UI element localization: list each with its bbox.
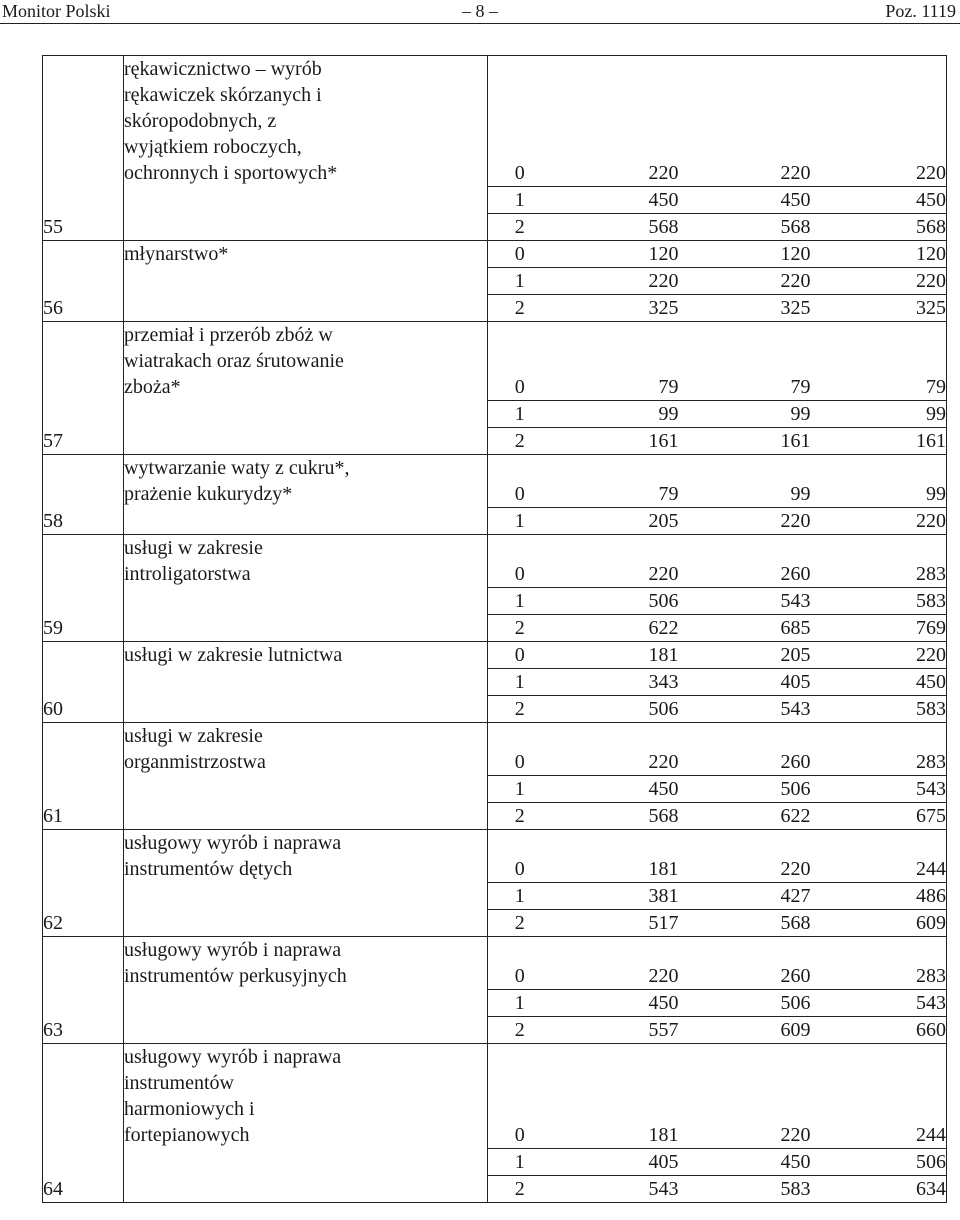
levy-table [42, 55, 947, 1203]
rate-column-2: 427 [679, 883, 811, 910]
table-row [43, 56, 947, 187]
variant-number: 1 [488, 669, 552, 696]
variant-number: 1 [488, 187, 552, 214]
rate-column-3: 506 [811, 1149, 947, 1176]
activity-name-line: usługowy wyrób i naprawa [124, 939, 342, 961]
rate-column-3: 220 [811, 56, 947, 187]
rate-column-2: 220 [679, 830, 811, 883]
rate-column-2: 260 [679, 723, 811, 776]
variant-number: 2 [488, 696, 552, 723]
activity-name-line: skóropodobnych, z [124, 110, 277, 132]
rate-column-2: 220 [679, 268, 811, 295]
activity-name-line: młynarstwo* [124, 243, 229, 265]
rate-column-2: 622 [679, 803, 811, 830]
rate-column-1: 450 [552, 776, 679, 803]
item-number: 60 [43, 642, 124, 723]
variant-number: 0 [488, 455, 552, 508]
rate-column-1: 381 [552, 883, 679, 910]
rate-column-1: 557 [552, 1017, 679, 1044]
rate-column-2: 543 [679, 696, 811, 723]
variant-number: 1 [488, 401, 552, 428]
item-number: 61 [43, 723, 124, 830]
table-row [43, 322, 947, 401]
activity-name-line: usługi w zakresie [124, 537, 263, 559]
rate-column-2: 506 [679, 776, 811, 803]
activity-name-line: usługowy wyrób i naprawa [124, 1046, 342, 1068]
rate-column-3: 486 [811, 883, 947, 910]
rate-column-1: 181 [552, 642, 679, 669]
rate-column-3: 543 [811, 990, 947, 1017]
variant-number: 0 [488, 937, 552, 990]
rate-column-2: 120 [679, 241, 811, 268]
activity-name [124, 241, 488, 322]
rate-column-3: 283 [811, 535, 947, 588]
levy-table-body [43, 56, 947, 1203]
activity-name-line: wiatrakach oraz śrutowanie [124, 350, 344, 372]
rate-column-2: 568 [679, 214, 811, 241]
activity-name [124, 642, 488, 723]
activity-name-line: usługi w zakresie [124, 725, 263, 747]
rate-column-3: 583 [811, 696, 947, 723]
variant-number: 1 [488, 1149, 552, 1176]
item-number: 59 [43, 535, 124, 642]
activity-name-line: organmistrzostwa [124, 751, 266, 773]
variant-number: 2 [488, 615, 552, 642]
activity-name [124, 455, 488, 535]
activity-name-line: wytwarzanie waty z cukru*, [124, 457, 350, 479]
activity-name-line: usługi w zakresie lutnictwa [124, 644, 343, 666]
variant-number: 1 [488, 883, 552, 910]
variant-number: 2 [488, 1176, 552, 1203]
rate-column-1: 220 [552, 937, 679, 990]
variant-number: 0 [488, 830, 552, 883]
rate-column-2: 450 [679, 187, 811, 214]
rate-column-2: 543 [679, 588, 811, 615]
rate-column-3: 161 [811, 428, 947, 455]
item-number: 55 [43, 56, 124, 241]
rate-column-2: 79 [679, 322, 811, 401]
rate-column-3: 568 [811, 214, 947, 241]
item-number: 56 [43, 241, 124, 322]
rate-column-3: 543 [811, 776, 947, 803]
table-row [43, 241, 947, 268]
rate-column-3: 99 [811, 401, 947, 428]
rate-column-2: 99 [679, 455, 811, 508]
rate-column-3: 244 [811, 1044, 947, 1149]
table-row [43, 455, 947, 508]
rate-column-1: 450 [552, 990, 679, 1017]
rate-column-1: 325 [552, 295, 679, 322]
rate-column-1: 220 [552, 56, 679, 187]
activity-name-line: ochronnych i sportowych* [124, 162, 338, 184]
variant-number: 1 [488, 990, 552, 1017]
rate-column-2: 260 [679, 937, 811, 990]
activity-name-line: przemiał i przerób zbóż w [124, 324, 333, 346]
activity-name-line: fortepianowych [124, 1124, 250, 1146]
variant-number: 2 [488, 910, 552, 937]
item-number: 62 [43, 830, 124, 937]
rate-column-2: 220 [679, 508, 811, 535]
rate-column-1: 220 [552, 723, 679, 776]
activity-name-line: rękawicznictwo – wyrób [124, 58, 322, 80]
rate-column-1: 181 [552, 830, 679, 883]
rate-column-1: 120 [552, 241, 679, 268]
variant-number: 2 [488, 295, 552, 322]
rate-column-1: 517 [552, 910, 679, 937]
variant-number: 2 [488, 428, 552, 455]
activity-name [124, 830, 488, 937]
rate-column-3: 769 [811, 615, 947, 642]
rate-column-3: 220 [811, 642, 947, 669]
rate-column-2: 568 [679, 910, 811, 937]
rate-column-2: 220 [679, 56, 811, 187]
rate-column-2: 260 [679, 535, 811, 588]
variant-number: 2 [488, 1017, 552, 1044]
activity-name [124, 1044, 488, 1203]
rate-column-1: 543 [552, 1176, 679, 1203]
rate-column-3: 283 [811, 937, 947, 990]
rate-column-2: 506 [679, 990, 811, 1017]
rate-column-2: 609 [679, 1017, 811, 1044]
activity-name-line: usługowy wyrób i naprawa [124, 832, 342, 854]
rate-column-3: 450 [811, 669, 947, 696]
variant-number: 1 [488, 588, 552, 615]
rate-column-1: 99 [552, 401, 679, 428]
variant-number: 1 [488, 268, 552, 295]
variant-number: 0 [488, 241, 552, 268]
activity-name [124, 535, 488, 642]
variant-number: 0 [488, 723, 552, 776]
rate-column-3: 583 [811, 588, 947, 615]
variant-number: 0 [488, 1044, 552, 1149]
page-number: – 8 – [462, 1, 498, 21]
rate-column-3: 675 [811, 803, 947, 830]
rate-column-2: 99 [679, 401, 811, 428]
rate-column-1: 79 [552, 322, 679, 401]
rate-column-2: 205 [679, 642, 811, 669]
variant-number: 1 [488, 776, 552, 803]
rate-column-3: 325 [811, 295, 947, 322]
rate-column-1: 343 [552, 669, 679, 696]
activity-name-line: introligatorstwa [124, 563, 251, 585]
rate-column-3: 79 [811, 322, 947, 401]
activity-name-line: instrumentów dętych [124, 858, 293, 880]
position-reference: Poz. 1119 [885, 1, 956, 21]
variant-number: 2 [488, 214, 552, 241]
rate-column-3: 220 [811, 508, 947, 535]
table-row [43, 642, 947, 669]
table-row [43, 937, 947, 990]
rate-column-1: 568 [552, 214, 679, 241]
rate-column-3: 283 [811, 723, 947, 776]
rate-column-1: 181 [552, 1044, 679, 1149]
rate-column-3: 220 [811, 268, 947, 295]
variant-number: 2 [488, 803, 552, 830]
rate-column-1: 205 [552, 508, 679, 535]
rate-column-3: 634 [811, 1176, 947, 1203]
rate-column-2: 161 [679, 428, 811, 455]
rate-column-1: 220 [552, 268, 679, 295]
activity-name-line: instrumentów [124, 1072, 234, 1094]
rate-column-3: 609 [811, 910, 947, 937]
table-row [43, 535, 947, 588]
item-number: 58 [43, 455, 124, 535]
rate-column-1: 568 [552, 803, 679, 830]
activity-name [124, 56, 488, 241]
activity-name-line: harmoniowych i [124, 1098, 255, 1120]
rate-column-3: 120 [811, 241, 947, 268]
rate-column-2: 583 [679, 1176, 811, 1203]
table-row [43, 1044, 947, 1149]
page-header [0, 0, 960, 22]
activity-name-line: zboża* [124, 376, 181, 398]
activity-name-line: instrumentów perkusyjnych [124, 965, 347, 987]
rate-column-1: 506 [552, 696, 679, 723]
activity-name [124, 723, 488, 830]
rate-column-2: 325 [679, 295, 811, 322]
rate-column-1: 405 [552, 1149, 679, 1176]
table-row [43, 723, 947, 776]
variant-number: 0 [488, 322, 552, 401]
activity-name [124, 322, 488, 455]
item-number: 63 [43, 937, 124, 1044]
rate-column-1: 220 [552, 535, 679, 588]
rate-column-3: 244 [811, 830, 947, 883]
item-number: 57 [43, 322, 124, 455]
header-rule [0, 23, 960, 24]
variant-number: 0 [488, 535, 552, 588]
activity-name-line: prażenie kukurydzy* [124, 483, 293, 505]
activity-name-line: wyjątkiem roboczych, [124, 136, 302, 158]
activity-name [124, 937, 488, 1044]
rate-column-2: 405 [679, 669, 811, 696]
publication-title: Monitor Polski [2, 1, 111, 21]
activity-name-line: rękawiczek skórzanych i [124, 84, 322, 106]
rate-column-1: 450 [552, 187, 679, 214]
rate-column-2: 220 [679, 1044, 811, 1149]
rate-column-2: 450 [679, 1149, 811, 1176]
rate-column-3: 450 [811, 187, 947, 214]
variant-number: 0 [488, 56, 552, 187]
item-number: 64 [43, 1044, 124, 1203]
rate-column-1: 79 [552, 455, 679, 508]
rate-column-3: 99 [811, 455, 947, 508]
rate-column-3: 660 [811, 1017, 947, 1044]
rate-column-1: 161 [552, 428, 679, 455]
rate-column-2: 685 [679, 615, 811, 642]
variant-number: 1 [488, 508, 552, 535]
rate-column-1: 622 [552, 615, 679, 642]
rate-column-1: 506 [552, 588, 679, 615]
table-row [43, 830, 947, 883]
variant-number: 0 [488, 642, 552, 669]
